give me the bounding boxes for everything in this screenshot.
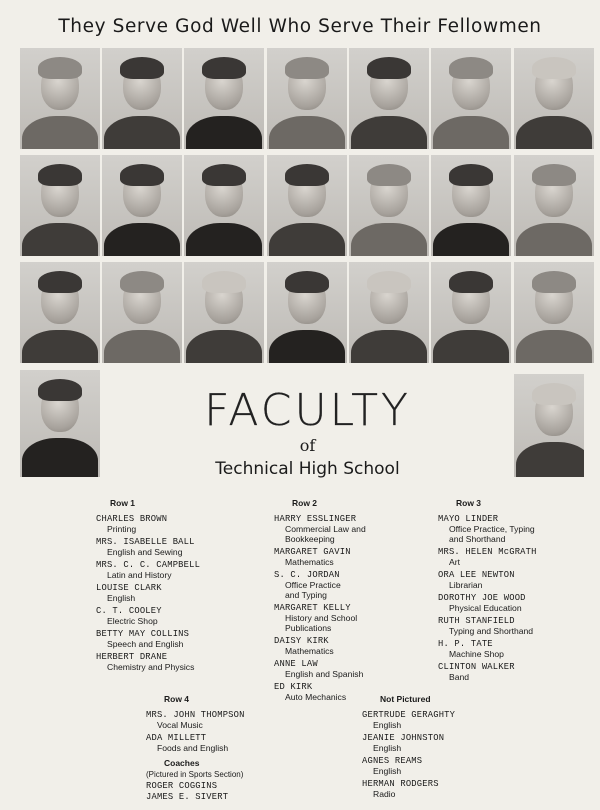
faculty-portrait — [20, 48, 100, 149]
list-item: MRS. ISABELLE BALL English and Sewing — [96, 537, 195, 557]
faculty-portrait — [514, 262, 594, 363]
list-item: RUTH STANFIELD Typing and Shorthand — [438, 616, 534, 636]
row4-list — [146, 694, 311, 805]
list-item: ANNE LAW English and Spanish — [274, 659, 364, 679]
list-item: MRS. JOHN THOMPSON Vocal Music — [146, 710, 245, 730]
faculty-portrait — [267, 262, 347, 363]
list-item: C. T. COOLEY Electric Shop — [96, 606, 162, 626]
list-item: HERMAN RODGERS Radio — [362, 779, 439, 799]
faculty-portrait — [267, 155, 347, 256]
list-item: S. C. JORDAN Office Practice and Typing — [274, 570, 341, 600]
list-item: JAMES E. SIVERT — [146, 792, 229, 802]
title-of: of — [299, 436, 316, 455]
faculty-portrait — [431, 262, 511, 363]
not-pictured-label: Not Pictured — [380, 694, 431, 704]
list-item: DAISY KIRK Mathematics — [274, 636, 334, 656]
row2-list — [274, 498, 439, 705]
row4-label: Row 4 — [164, 694, 190, 704]
row1-label: Row 1 — [110, 498, 136, 508]
page-title: FACULTY — [204, 385, 411, 436]
faculty-portrait — [20, 262, 100, 363]
list-item: MARGARET GAVIN Mathematics — [274, 547, 351, 567]
faculty-portrait — [514, 48, 594, 149]
list-item: MARGARET KELLY History and School Publications — [274, 603, 358, 633]
faculty-portrait — [514, 374, 584, 477]
list-item: CLINTON WALKER Band — [438, 662, 515, 682]
row2-label: Row 2 — [292, 498, 318, 508]
list-item: MAYO LINDER Office Practice, Typing and Shorthand — [438, 514, 535, 544]
school-name: Technical High School — [215, 459, 400, 479]
row1-list — [96, 498, 261, 675]
coaches-note: (Pictured in Sports Section) — [146, 770, 244, 779]
faculty-portrait — [102, 262, 182, 363]
faculty-portrait — [184, 155, 264, 256]
faculty-portrait — [431, 155, 511, 256]
faculty-portrait — [102, 48, 182, 149]
list-item: GERTRUDE GERAGHTY English — [362, 710, 456, 730]
list-item: JEANIE JOHNSTON English — [362, 733, 445, 753]
row3-list — [438, 498, 596, 685]
faculty-portrait — [349, 262, 429, 363]
list-item: ROGER COGGINS — [146, 781, 218, 791]
faculty-portrait — [267, 48, 347, 149]
faculty-portrait — [20, 370, 100, 477]
list-item: HARRY ESSLINGER Commercial Law and Bookkeeping — [274, 514, 366, 544]
faculty-portrait — [184, 262, 264, 363]
faculty-portrait — [349, 155, 429, 256]
page-motto: They Serve God Well Who Serve Their Fellowmen — [58, 16, 542, 37]
faculty-portrait — [184, 48, 264, 149]
row3-label: Row 3 — [456, 498, 482, 508]
not-pictured-list — [362, 694, 532, 802]
faculty-portrait — [349, 48, 429, 149]
list-item: MRS. HELEN McGRATH Art — [438, 547, 537, 567]
list-item: ADA MILLETT Foods and English — [146, 733, 229, 753]
list-item: H. P. TATE Machine Shop — [438, 639, 504, 659]
faculty-portrait — [431, 48, 511, 149]
list-item: MRS. C. C. CAMPBELL Latin and History — [96, 560, 201, 580]
list-item: HERBERT DRANE Chemistry and Physics — [96, 652, 195, 672]
faculty-portrait — [102, 155, 182, 256]
list-item: DOROTHY JOE WOOD Physical Education — [438, 593, 526, 613]
list-item: ED KIRK Auto Mechanics — [274, 682, 347, 702]
faculty-portrait — [20, 155, 100, 256]
list-item: AGNES REAMS English — [362, 756, 423, 776]
list-item: LOUISE CLARK English — [96, 583, 162, 603]
coaches-label: Coaches — [164, 758, 200, 768]
list-item: BETTY MAY COLLINS Speech and English — [96, 629, 190, 649]
list-item: ORA LEE NEWTON Librarian — [438, 570, 515, 590]
list-item: CHARLES BROWN Printing — [96, 514, 168, 534]
faculty-portrait — [514, 155, 594, 256]
